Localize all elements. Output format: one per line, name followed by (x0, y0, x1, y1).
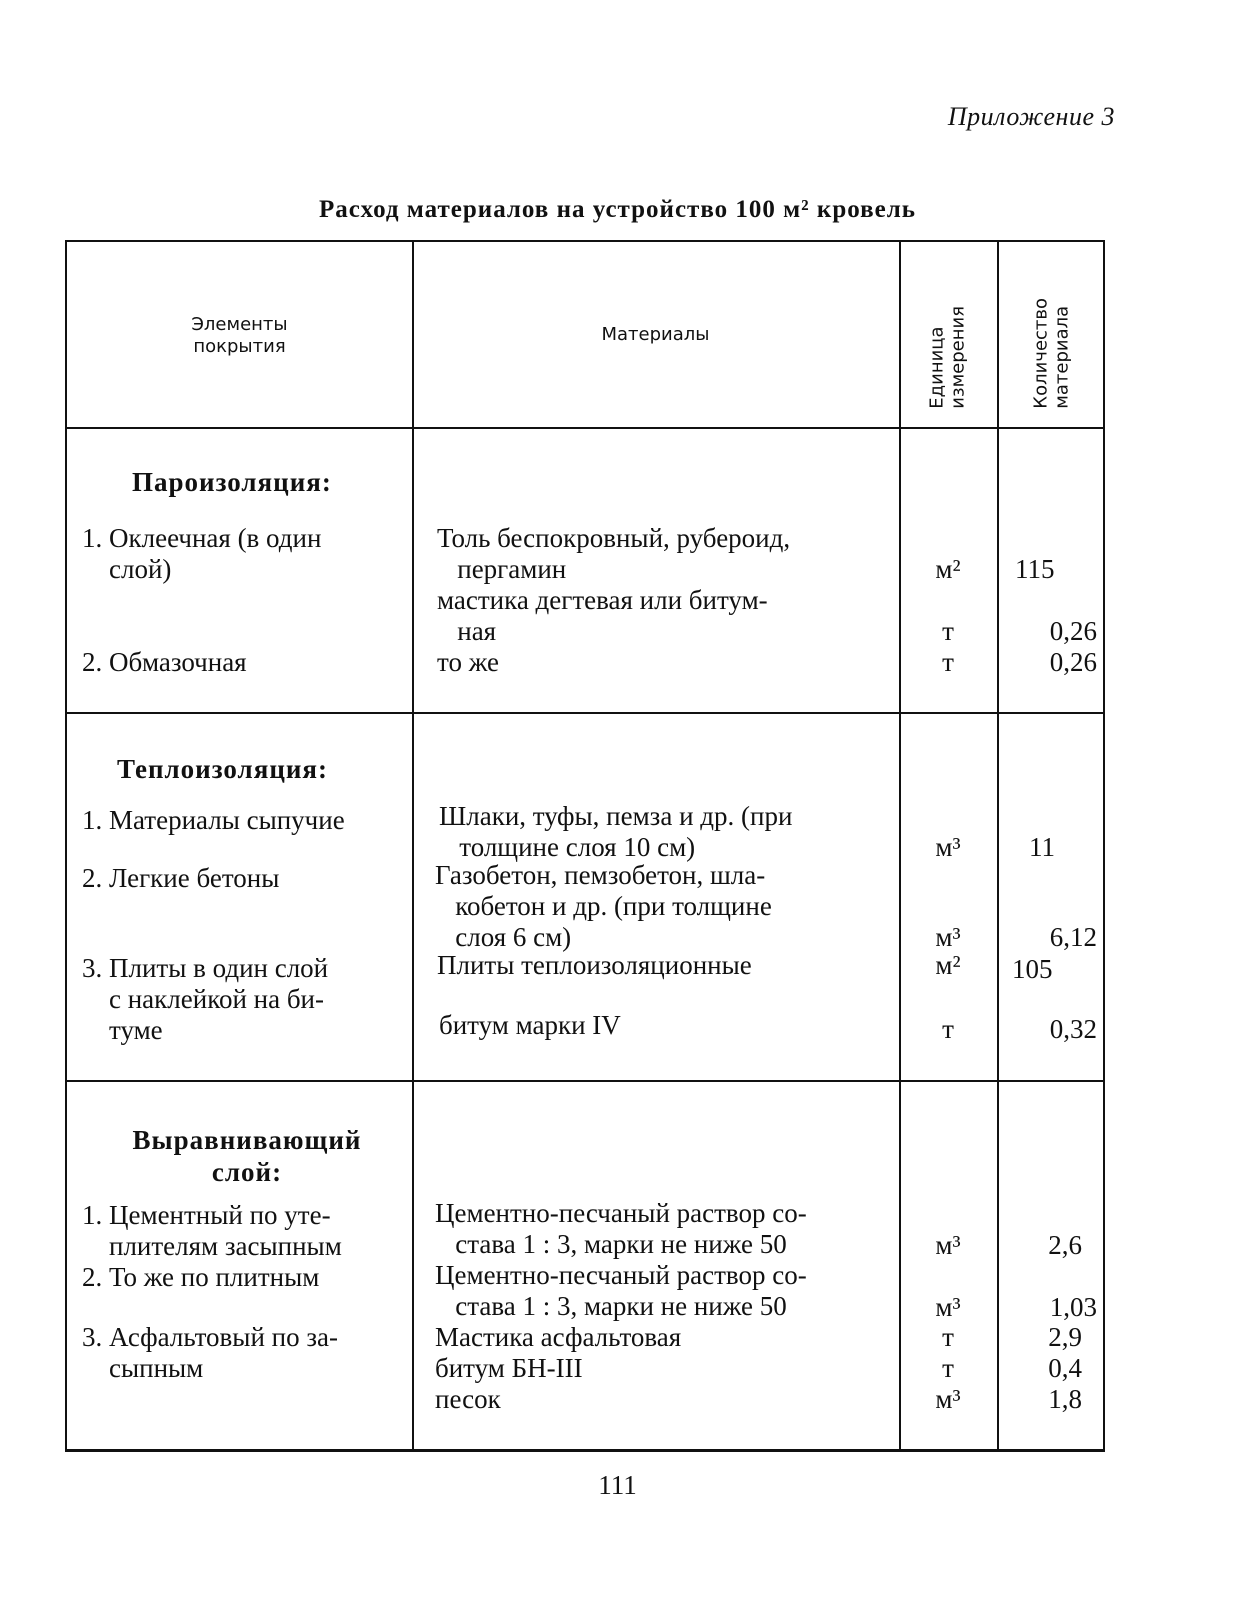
material-cell: Толь беспокровный, рубероид, пергамин (437, 523, 791, 584)
unit-cell: м² (935, 950, 961, 980)
page-number: 111 (598, 1470, 637, 1500)
material-cell: Газобетон, пемзобетон, шла- кобетон и др. (при толщине слоя 6 см) (435, 860, 772, 952)
quantity-cell: 0,32 (1049, 1014, 1097, 1044)
quantity-cell: 115 (1015, 554, 1055, 584)
unit-cell: м³ (935, 1230, 961, 1260)
quantity-cell: 6,12 (1049, 922, 1097, 952)
column-divider (899, 242, 901, 1449)
unit-cell: м³ (935, 1292, 961, 1322)
table-title: Расход материалов на устройство 100 м² кровель (319, 196, 916, 223)
quantity-cell: 2,6 (1048, 1230, 1082, 1260)
element-cell: 1. Оклеечная (в один слой) (82, 523, 322, 584)
element-cell: 2. Обмазочная (82, 647, 247, 677)
section-divider (67, 1080, 1103, 1082)
header-materials: Материалы (601, 324, 710, 345)
header-unit: Единица измерения (926, 305, 968, 409)
header-elements: Элементы покрытия (191, 314, 288, 357)
header-divider (67, 427, 1103, 429)
unit-cell: т (942, 616, 954, 646)
element-cell: 3. Асфальтовый по за- сыпным (82, 1322, 338, 1383)
material-cell: Мастика асфальтовая (435, 1322, 682, 1352)
unit-cell: м³ (935, 832, 961, 862)
element-cell: 2. То же по плитным (82, 1262, 320, 1292)
unit-cell: т (942, 1014, 954, 1044)
column-divider (412, 242, 414, 1449)
material-cell: песок (435, 1384, 501, 1414)
unit-cell: м³ (935, 1384, 961, 1414)
quantity-cell: 0,26 (1049, 647, 1097, 677)
column-divider (997, 242, 999, 1449)
unit-cell: т (942, 1322, 954, 1352)
quantity-cell: 105 (1012, 954, 1053, 984)
unit-cell: м³ (935, 922, 961, 952)
material-cell: битум БН-III (435, 1353, 583, 1383)
quantity-cell: 0,26 (1049, 616, 1097, 646)
section-title: Выравнивающий слой: (132, 1125, 362, 1187)
material-cell: битум марки IV (439, 1010, 621, 1040)
quantity-cell: 11 (1029, 832, 1055, 862)
element-cell: 3. Плиты в один слой с наклейкой на би- туме (82, 953, 329, 1045)
material-cell: Плиты теплоизоляционные (437, 950, 752, 980)
element-cell: 1. Цементный по уте- плителям засыпным (82, 1200, 342, 1261)
materials-table (65, 240, 1105, 1452)
section-title: Теплоизоляция: (117, 754, 329, 784)
unit-cell: т (942, 1353, 954, 1383)
section-divider (67, 712, 1103, 714)
material-cell: то же (437, 647, 499, 677)
material-cell: Цементно-песчаный раствор со- става 1 : 3, марки не ниже 50 (435, 1198, 807, 1259)
unit-cell: м² (935, 554, 961, 584)
header-quantity: Количество материала (1030, 297, 1072, 409)
material-cell: мастика дегтевая или битум- ная (437, 585, 768, 646)
section-title: Пароизоляция: (132, 467, 332, 497)
material-cell: Цементно-песчаный раствор со- става 1 : 3, марки не ниже 50 (435, 1260, 807, 1321)
quantity-cell: 1,8 (1048, 1384, 1082, 1414)
element-cell: 1. Материалы сыпучие (82, 805, 345, 835)
unit-cell: т (942, 647, 954, 677)
quantity-cell: 1,03 (1049, 1292, 1097, 1322)
quantity-cell: 2,9 (1048, 1322, 1082, 1352)
appendix-label: Приложение 3 (947, 102, 1115, 131)
element-cell: 2. Легкие бетоны (82, 863, 280, 893)
quantity-cell: 0,4 (1048, 1353, 1082, 1383)
material-cell: Шлаки, туфы, пемза и др. (при толщине слоя 10 см) (439, 801, 793, 862)
